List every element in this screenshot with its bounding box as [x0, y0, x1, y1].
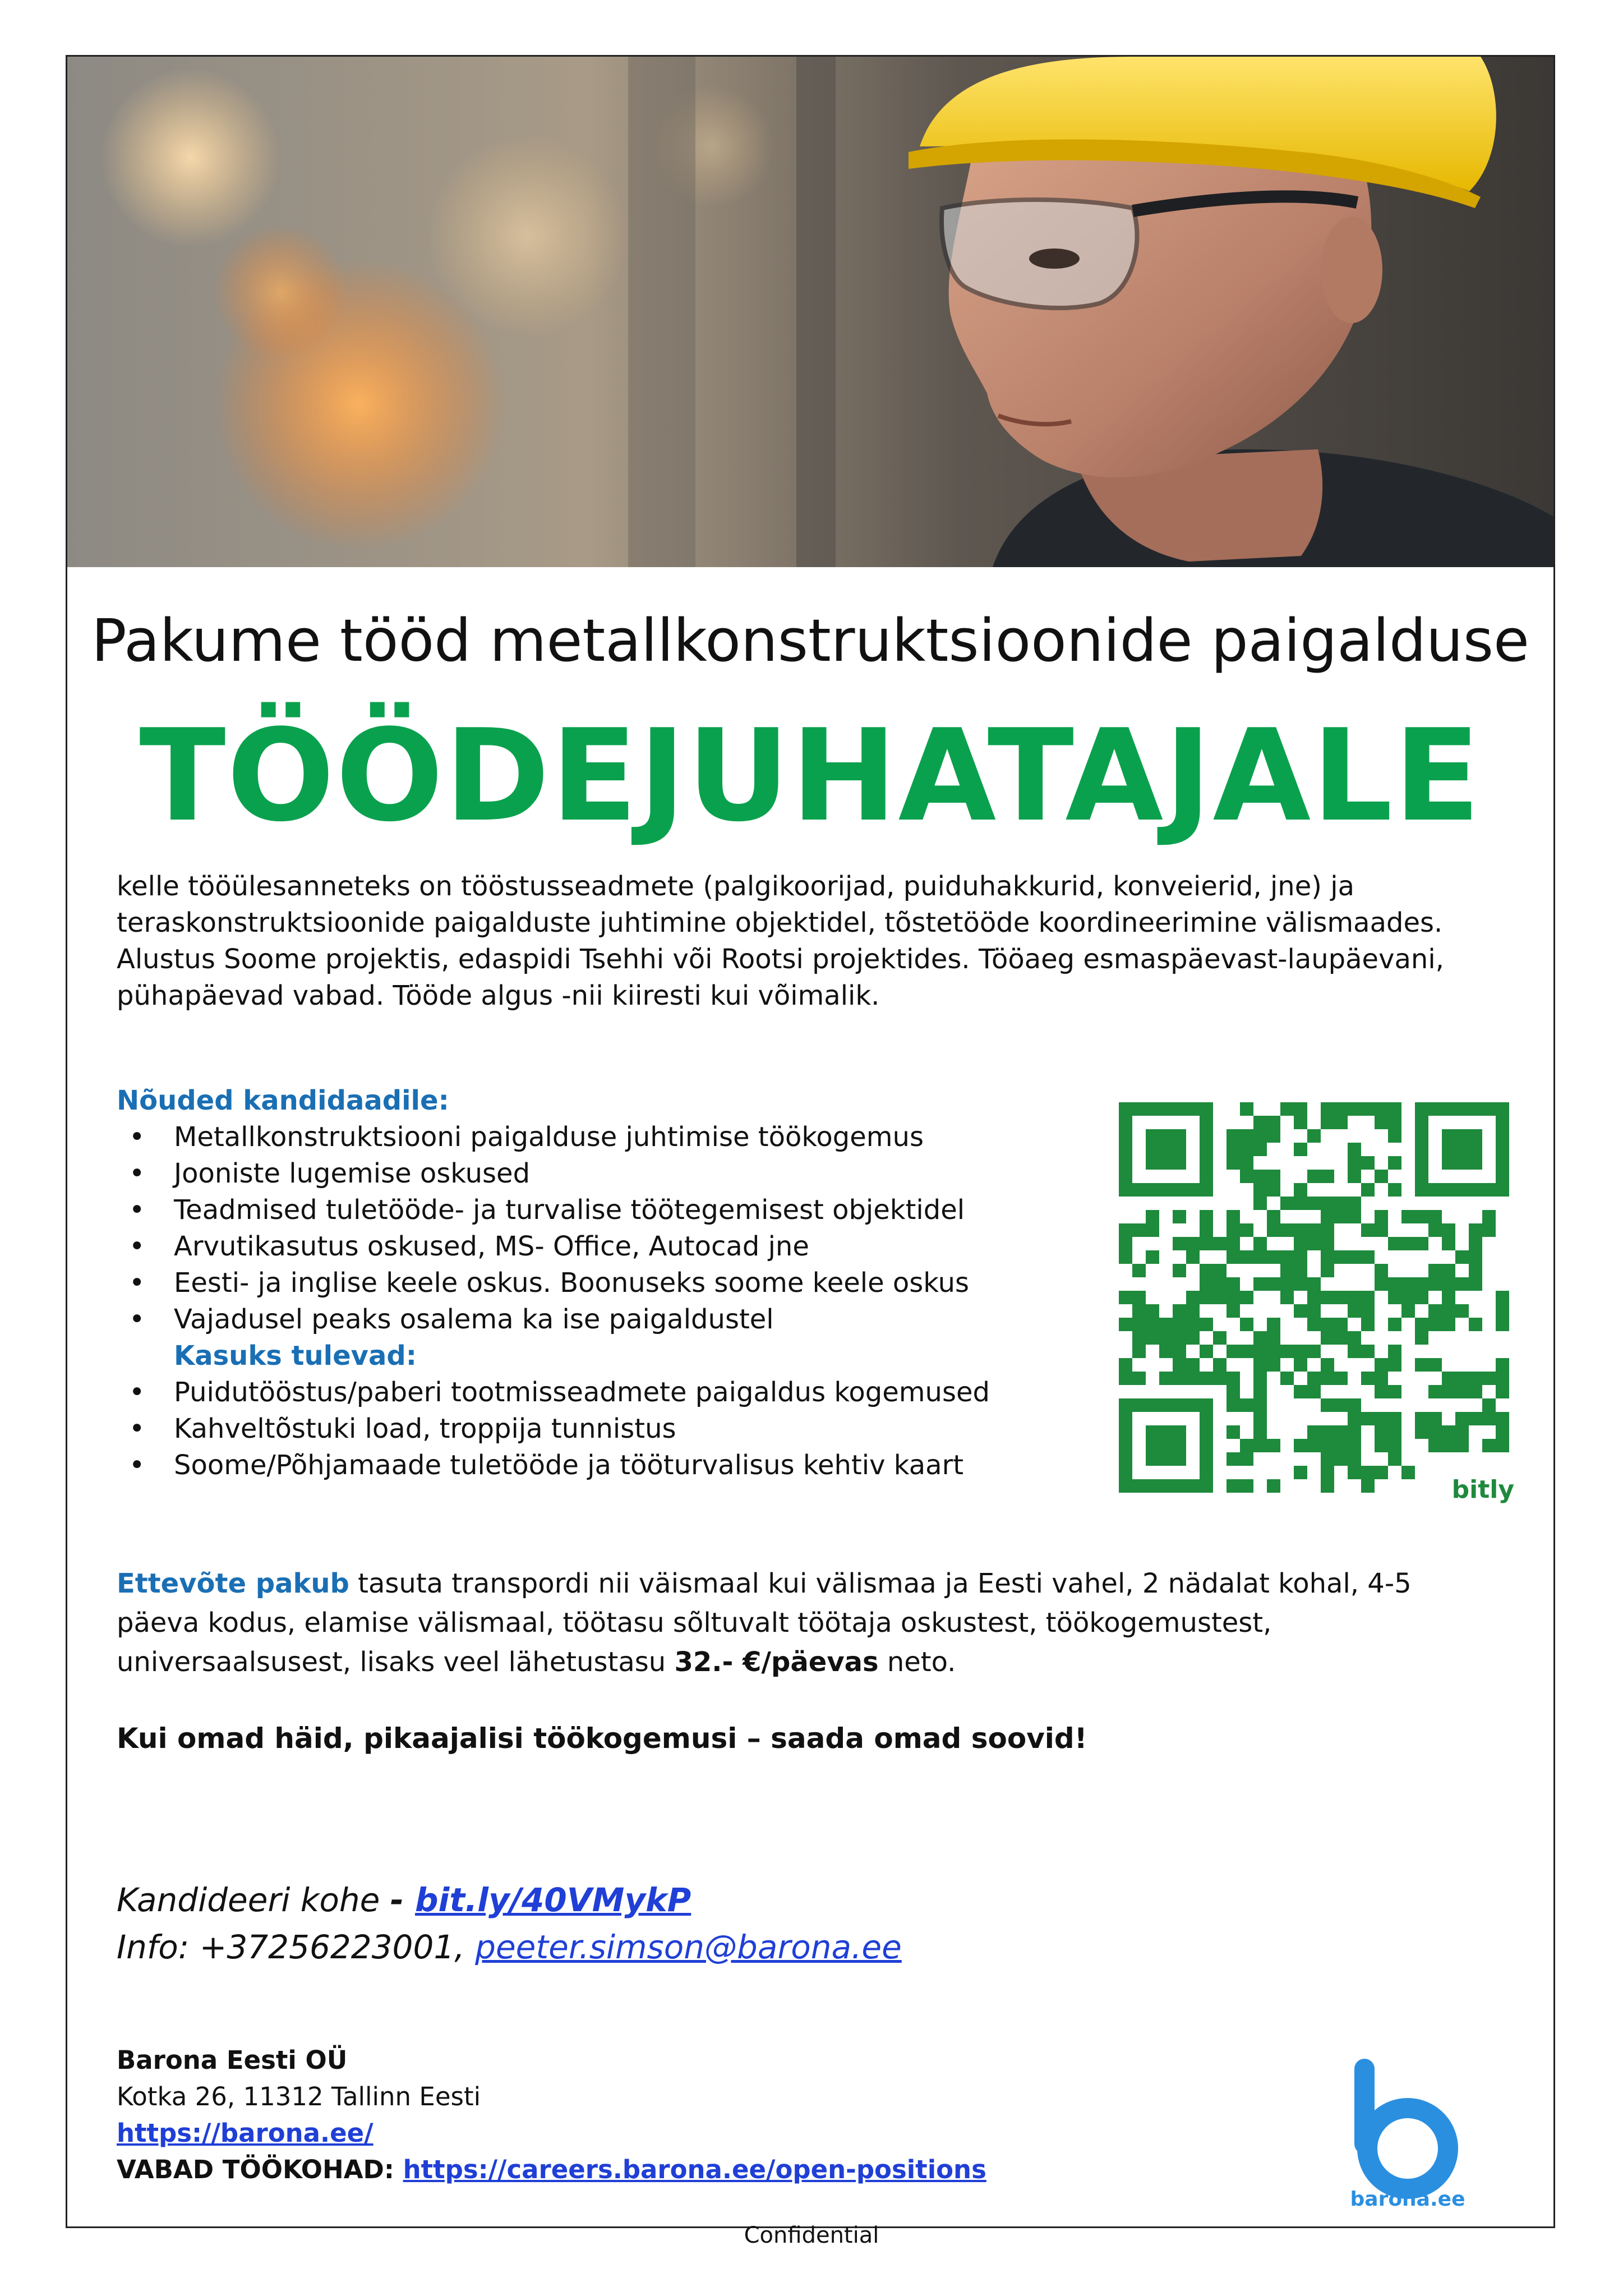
list-item: • Puidutööstus/paberi tootmisseadmete paigaldus kogemused	[117, 1374, 1104, 1411]
info-line	[117, 1924, 1350, 1971]
list-item: • Eesti- ja inglise keele oskus. Boonuseks soome keele oskus	[117, 1265, 1104, 1301]
qr-code[interactable]	[1110, 1094, 1520, 1503]
offer-paragraph	[117, 1564, 1502, 1682]
job-description: kelle tööülesanneteks on tööstusseadmete (palgikoorijad, puiduhakkurid, konveierid, jne) ja teraskonstruktsioonide paigalduste juhtimine objektidel, tõstetööde koordineerimine välismaades. Alustus Soome projektis, edaspidi Tsehhi või Rootsi projektides. Tööaeg esmaspäevast-laupäevani, pühapäevad vabad. Tööde algus -nii kiiresti kui võimalik.	[117, 871, 1444, 1011]
apply-line	[117, 1876, 1350, 1924]
apply-link[interactable]: bit.ly/40VMykP	[415, 1881, 691, 1919]
bitly-logo: bitly	[1451, 1475, 1514, 1503]
requirements-section	[117, 1083, 1104, 1484]
barona-logo-icon	[1340, 2053, 1475, 2205]
company-info	[117, 2042, 1238, 2188]
bonus-title: Kasuks tulevad:	[174, 1340, 417, 1372]
jobs-link[interactable]: https://careers.barona.ee/open-positions	[403, 2155, 986, 2184]
footer-confidential: Confidential	[744, 2223, 879, 2248]
company-website-link[interactable]: https://barona.ee/	[117, 2118, 374, 2148]
email-link[interactable]: peeter.simson@barona.ee	[475, 1928, 902, 1966]
requirements-list	[117, 1119, 1104, 1338]
offer-tail: neto.	[878, 1646, 956, 1678]
apply-dash: -	[390, 1881, 415, 1919]
offer-text: tasuta transpordi nii väismaal kui välismaa ja Eesti vahel, 2 nädalat kohal, 4-5 päeva kodus, elamise välismaal, töötasu sõltuvalt töötaja oskustest, töökogemustest, universaalsusest, lisaks veel lähetustasu	[117, 1568, 1412, 1678]
hero-photo	[67, 57, 1553, 567]
list-item: • Kahveltõstuki load, troppija tunnistus	[117, 1411, 1104, 1447]
job-subtitle: Pakume tööd metallkonstruktsioonide paigalduse	[91, 606, 1530, 675]
list-item: • Teadmised tuletööde- ja turvalise töötegemisest objektidel	[117, 1192, 1104, 1228]
list-item: • Arvutikasutus oskused, MS- Office, Autocad jne	[117, 1228, 1104, 1265]
list-item: • Soome/Põhjamaade tuletööde ja tööturvalisus kehtiv kaart	[117, 1447, 1104, 1484]
barona-logo-text: barona.ee	[1350, 2188, 1465, 2211]
apply-label: Kandideeri kohe	[117, 1881, 390, 1919]
company-name: Barona Eesti OÜ	[117, 2045, 348, 2075]
list-item: • Metallkonstruktsiooni paigalduse juhtimise töökogemus	[117, 1119, 1104, 1156]
info-label: Info: +37256223001,	[117, 1928, 476, 1966]
list-item: • Vajadusel peaks osalema ka ise paigaldustel	[117, 1301, 1104, 1338]
jobs-label: VABAD TÖÖKOHAD:	[117, 2155, 403, 2184]
apply-section	[117, 1876, 1350, 1971]
offer-amount: 32.- €/päevas	[674, 1646, 879, 1678]
list-item: • Jooniste lugemise oskused	[117, 1156, 1104, 1192]
requirements-title: Nõuded kandidaadile:	[117, 1085, 449, 1116]
offer-lead: Ettevõte pakub	[117, 1568, 349, 1599]
call-to-action: Kui omad häid, pikaajalisi töökogemusi – saada omad soovid!	[117, 1722, 1087, 1755]
bonus-list	[117, 1374, 1104, 1484]
company-address: Kotka 26, 11312 Tallinn Eesti	[117, 2082, 481, 2111]
job-headline: TÖÖDEJUHATAJALE	[139, 702, 1482, 850]
